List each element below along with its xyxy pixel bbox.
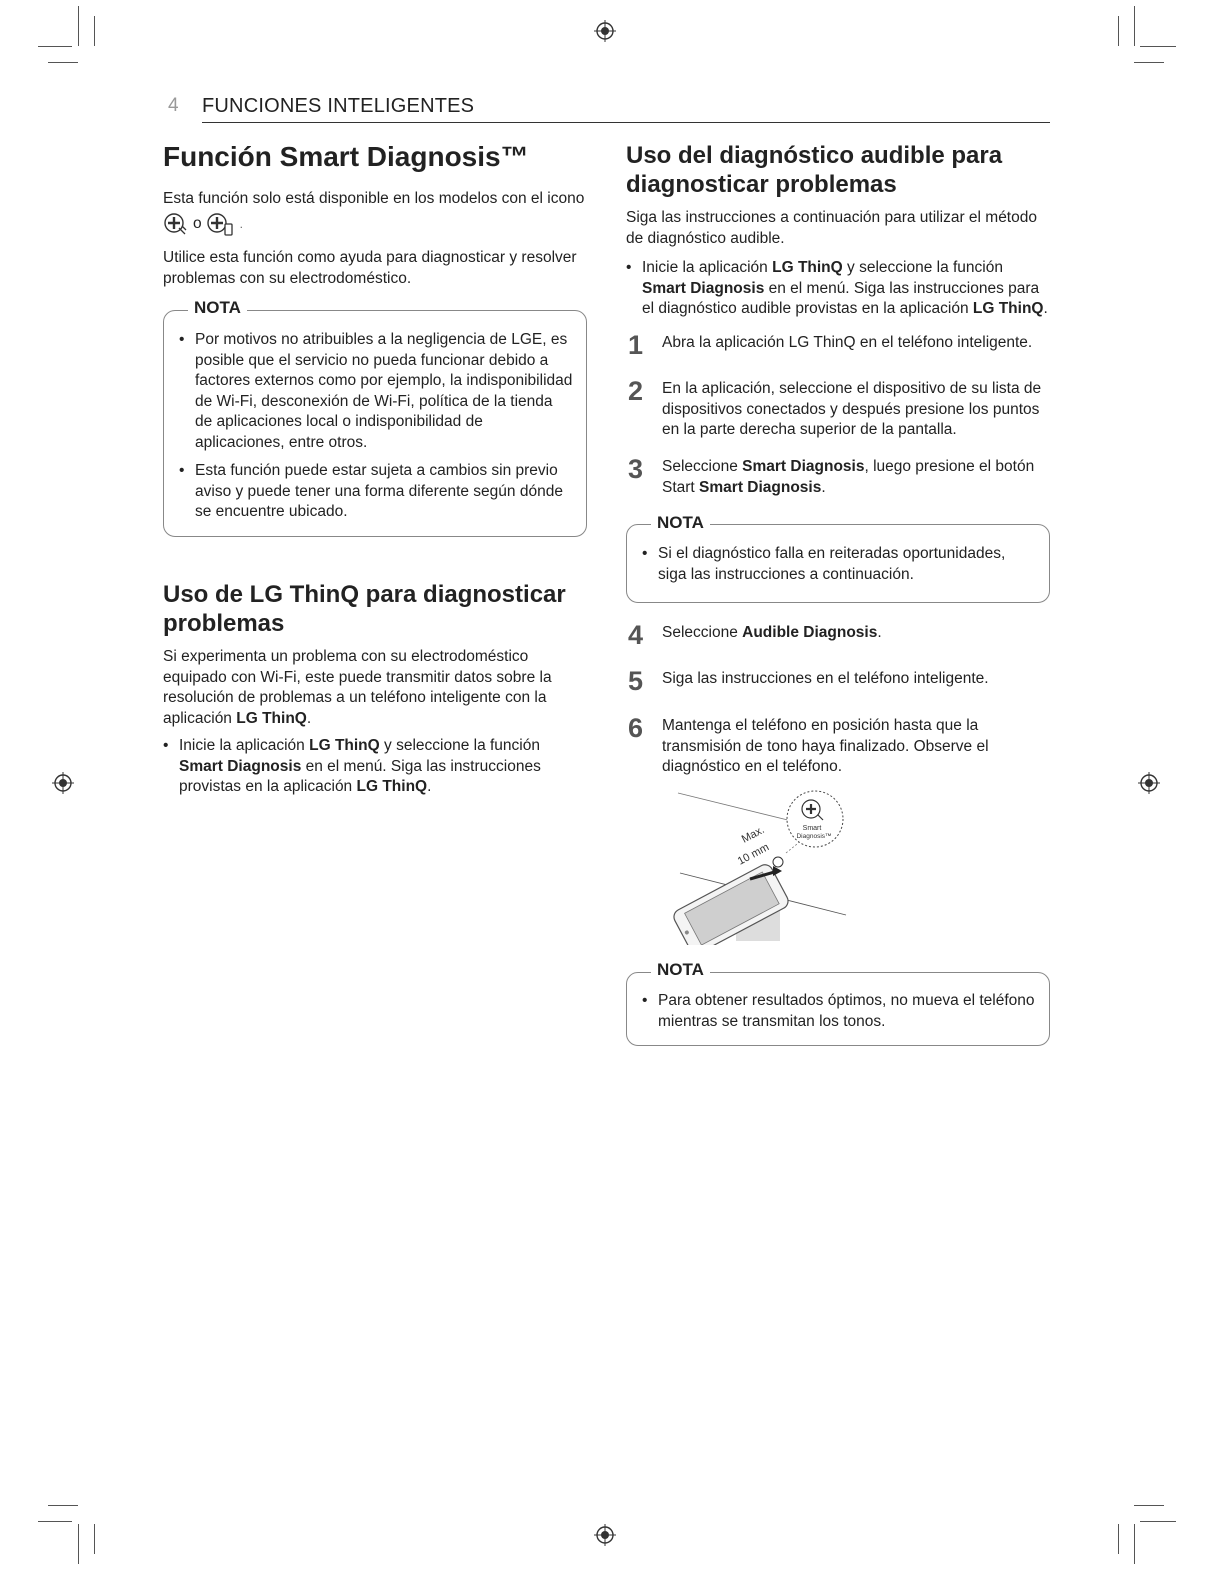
step-text: Siga las instrucciones en el teléfono inteligente. bbox=[662, 670, 989, 687]
note-body bbox=[642, 544, 1037, 593]
step-number: 2 bbox=[628, 376, 644, 406]
step-text: Seleccione Smart Diagnosis, luego presione el botón Start Smart Diagnosis. bbox=[662, 458, 1035, 496]
page-number: 4 bbox=[168, 95, 179, 116]
thinq-paragraph: Si experimenta un problema con su electrodoméstico equipado con Wi-Fi, este puede transmitir datos sobre la resolución de problemas a un teléfono inteligente con la aplicación LG ThinQ. bbox=[163, 648, 552, 727]
badge-label-diagnosis: Diagnosis™ bbox=[796, 833, 832, 840]
distance-label: 10 mm bbox=[735, 841, 772, 868]
step-number: 1 bbox=[628, 330, 644, 360]
availability-paragraph bbox=[163, 189, 588, 236]
header-divider bbox=[202, 122, 1050, 123]
phone-placement-illustration bbox=[660, 785, 860, 945]
registration-mark-icon bbox=[594, 20, 616, 42]
step-number: 6 bbox=[628, 713, 644, 743]
bullet-item: • Inicie la aplicación LG ThinQ y seleccione la función Smart Diagnosis en el menú. Siga las instrucciones para el diagnóstico audible provistas en la aplicación LG ThinQ. bbox=[626, 258, 1051, 320]
step-text: Seleccione Audible Diagnosis. bbox=[662, 624, 882, 641]
page-title: Función Smart Diagnosis™ bbox=[163, 141, 529, 172]
step-number: 3 bbox=[628, 454, 644, 484]
smart-diagnosis-phone-icon bbox=[206, 212, 236, 236]
icon-trailing-dot: . bbox=[239, 216, 243, 231]
note-label: NOTA bbox=[188, 298, 247, 318]
registration-mark-icon bbox=[52, 772, 74, 794]
step-number: 5 bbox=[628, 666, 644, 696]
step-number: 4 bbox=[628, 620, 644, 650]
badge-label-smart: Smart bbox=[802, 825, 822, 832]
section-title: FUNCIONES INTELIGENTES bbox=[202, 95, 475, 117]
icon-separator: o bbox=[193, 214, 202, 232]
max-label: Max. bbox=[739, 823, 767, 846]
availability-text: Esta función solo está disponible en los modelos con el icono bbox=[163, 190, 585, 207]
step-text: Abra la aplicación LG ThinQ en el teléfono inteligente. bbox=[662, 334, 1033, 351]
bullet-item: • Inicie la aplicación LG ThinQ y seleccione la función Smart Diagnosis en el menú. Siga las instrucciones provistas en la aplicación LG ThinQ. bbox=[163, 736, 588, 798]
note-body bbox=[642, 991, 1037, 1040]
registration-mark-icon bbox=[1138, 772, 1160, 794]
note-item: • Para obtener resultados óptimos, no mueva el teléfono mientras se transmitan los tonos. bbox=[642, 991, 1037, 1032]
note-item: • Esta función puede estar sujeta a cambios sin previo aviso y puede tener una forma diferente según dónde se encuentre ubicado. bbox=[179, 461, 574, 523]
note-label: NOTA bbox=[651, 513, 710, 533]
section-heading: Uso del diagnóstico audible para diagnosticar problemas bbox=[626, 142, 1003, 198]
note-item: • Si el diagnóstico falla en reiteradas oportunidades, siga las instrucciones a continuación. bbox=[642, 544, 1037, 585]
section-heading: Uso de LG ThinQ para diagnosticar problemas bbox=[163, 581, 566, 637]
step-text: Mantenga el teléfono en posición hasta que la transmisión de tono haya finalizado. Observe el diagnóstico en el teléfono. bbox=[662, 717, 989, 775]
audible-bullet-list bbox=[626, 258, 1051, 328]
registration-mark-icon bbox=[594, 1524, 616, 1546]
usage-paragraph: Utilice esta función como ayuda para diagnosticar y resolver problemas con su electrodoméstico. bbox=[163, 249, 577, 287]
note-label: NOTA bbox=[651, 960, 710, 980]
step-text: En la aplicación, seleccione el dispositivo de su lista de dispositivos conectados y después presione los puntos en la parte derecha superior de la pantalla. bbox=[662, 380, 1042, 438]
thinq-bullet-list bbox=[163, 736, 588, 806]
note-body bbox=[179, 330, 574, 531]
smart-diagnosis-icon bbox=[163, 212, 189, 236]
intro-paragraph: Siga las instrucciones a continuación para utilizar el método de diagnóstico audible. bbox=[626, 209, 1037, 247]
note-item: • Por motivos no atribuibles a la negligencia de LGE, es posible que el servicio no pueda funcionar debido a factores externos como por ejemplo, la indisponibilidad de Wi-Fi, desconexión de Wi-Fi, política de la tienda de aplicaciones local o indisponibilidad de aplicaciones, entre otros. bbox=[179, 330, 574, 453]
